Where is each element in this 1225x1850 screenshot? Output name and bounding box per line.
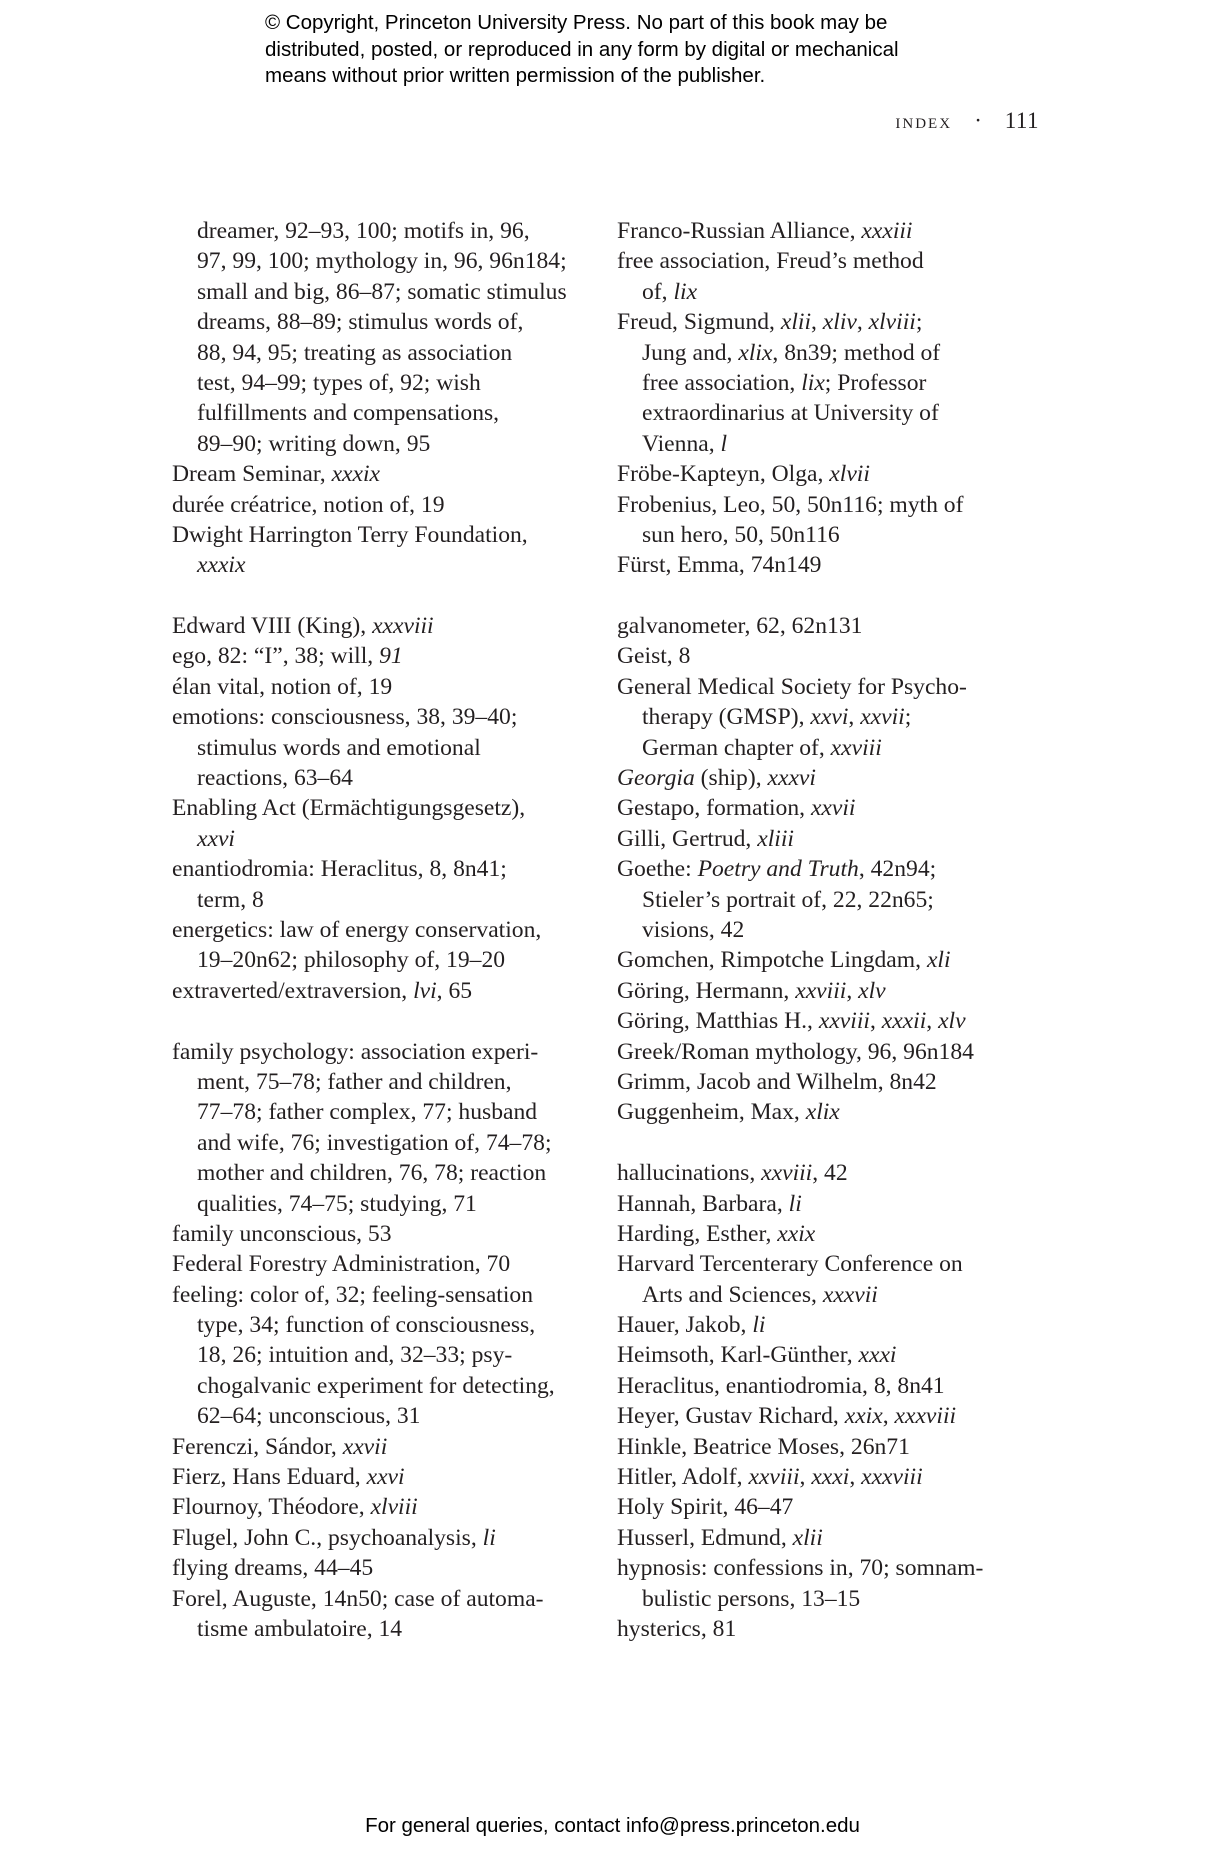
index-entry: Hinkle, Beatrice Moses, 26n71 [617,1433,910,1460]
index-entry-continuation: tisme ambulatoire, 14 [197,1615,403,1642]
index-entry-continuation: Vienna, l [642,430,728,457]
index-entry: Heraclitus, enantiodromia, 8, 8n41 [617,1372,945,1399]
index-entry: hypnosis: confessions in, 70; somnam- [617,1555,984,1582]
index-entry: Göring, Hermann, xxviii, xlv [617,977,886,1004]
index-entry: Hitler, Adolf, xxviii, xxxi, xxxviii [617,1464,923,1491]
index-entry-continuation: sun hero, 50, 50n116 [642,521,840,548]
index-entry: durée créatrice, notion of, 19 [172,491,445,518]
index-entry: enantiodromia: Heraclitus, 8, 8n41; [172,856,507,883]
index-entry: Grimm, Jacob and Wilhelm, 8n42 [617,1068,937,1095]
running-head [895,108,1039,134]
index-entry: Georgia (ship), xxxvi [617,765,816,792]
index-entry-continuation: dreamer, 92–93, 100; motifs in, 96, [197,218,530,244]
index-entry-continuation: German chapter of, xxviii [642,734,882,761]
index-entry: General Medical Society for Psycho- [617,673,967,700]
index-entry: Flugel, John C., psychoanalysis, li [172,1524,496,1551]
index-entry-continuation: extraordinarius at University of [642,400,939,427]
index-entry: Greek/Roman mythology, 96, 96n184 [617,1038,974,1065]
index-entry-continuation: 19–20n62; philosophy of, 19–20 [197,947,506,974]
index-entry: Gestapo, formation, xxvii [617,795,856,822]
index-entry: extraverted/extraversion, lvi, 65 [172,977,473,1004]
index-entry: Gilli, Gertrud, xliii [617,825,794,852]
index-entry-continuation: mother and children, 76, 78; reaction [197,1160,547,1187]
index-entry-continuation: Stieler’s portrait of, 22, 22n65; [642,886,934,913]
index-entry-continuation: small and big, 86–87; somatic stimulus [197,278,567,305]
index-entry: galvanometer, 62, 62n131 [617,613,863,640]
index-entry: flying dreams, 44–45 [172,1555,374,1582]
index-entry: élan vital, notion of, 19 [172,673,393,700]
index-entry: Frobenius, Leo, 50, 50n116; myth of [617,491,964,518]
index-entry: Dream Seminar, xxxix [172,461,381,488]
index-entry: Göring, Matthias H., xxviii, xxxii, xlv [617,1008,966,1035]
index-entry: Goethe: Poetry and Truth, 42n94; [617,856,937,883]
index-entry: Ferenczi, Sándor, xxvii [172,1433,388,1460]
index-entry: Enabling Act (Ermächtigungsgesetz), [172,795,526,822]
index-column-right [617,216,1057,1644]
index-entry-continuation: and wife, 76; investigation of, 74–78; [197,1129,552,1156]
index-entry-continuation: ment, 75–78; father and children, [197,1068,512,1095]
index-entry: energetics: law of energy conservation, [172,916,542,943]
index-entry: Heimsoth, Karl-Günther, xxxi [617,1342,897,1369]
index-entry-continuation: therapy (GMSP), xxvi, xxvii; [642,704,912,731]
index-entry: Guggenheim, Max, xlix [617,1099,840,1126]
copyright-line: distributed, posted, or reproduced in any form by digital or mechanical [265,37,899,61]
index-entry-continuation: dreams, 88–89; stimulus words of, [197,309,524,336]
index-entry-continuation: free association, lix; Professor [642,369,927,396]
index-entry: Husserl, Edmund, xlii [617,1524,823,1551]
index-entry-continuation: xxvi [197,825,235,852]
index-entry: Hannah, Barbara, li [617,1190,802,1217]
copyright-notice [265,10,1025,90]
index-entry-continuation: qualities, 74–75; studying, 71 [197,1190,477,1217]
index-entry-continuation: Arts and Sciences, xxxvii [642,1281,878,1308]
index-entry-continuation: 62–64; unconscious, 31 [197,1403,421,1430]
footer-contact [0,1814,1225,1838]
index-entry: Harding, Esther, xxix [617,1220,816,1247]
index-entry-continuation: 89–90; writing down, 95 [197,430,431,457]
index-entry: Holy Spirit, 46–47 [617,1494,794,1521]
index-entry-continuation: xxxix [197,552,246,579]
index-entry-continuation: reactions, 63–64 [197,765,353,792]
index-entry: hallucinations, xxviii, 42 [617,1160,848,1187]
index-entry-continuation: term, 8 [197,886,264,913]
copyright-line: © Copyright, Princeton University Press. No part of this book may be [265,11,888,34]
page-number: 111 [1004,108,1039,133]
index-entry: feeling: color of, 32; feeling-sensation [172,1281,534,1308]
index-entry: Franco-Russian Alliance, xxxiii [617,218,913,244]
index-entry-continuation: type, 34; function of consciousness, [197,1312,536,1339]
index-entry: Gomchen, Rimpotche Lingdam, xli [617,947,951,974]
index-entry: Hauer, Jakob, li [617,1312,766,1339]
index-entry-continuation: fulfillments and compensations, [197,400,500,427]
index-letter-gap [617,581,1057,611]
index-entry-continuation: of, lix [642,278,698,305]
index-entry: Freud, Sigmund, xlii, xliv, xlviii; [617,309,923,336]
index-entry: family psychology: association experi- [172,1038,539,1065]
index-entry: Federal Forestry Administration, 70 [172,1251,511,1278]
index-entry: Fierz, Hans Eduard, xxvi [172,1464,405,1491]
index-entry-continuation: visions, 42 [642,916,745,943]
index-entry: Edward VIII (King), xxxviii [172,613,434,640]
index-entry: Harvard Tercenterary Conference on [617,1251,963,1278]
index-letter-gap [172,1006,607,1036]
index-column-left [172,216,607,1644]
index-entry: free association, Freud’s method [617,248,924,275]
index-entry: Flournoy, Théodore, xlviii [172,1494,418,1521]
index-entry: ego, 82: “I”, 38; will, 91 [172,643,403,670]
index-entry-continuation: bulistic persons, 13–15 [642,1585,861,1612]
running-head-separator: · [974,108,983,133]
index-entry: Geist, 8 [617,643,691,670]
index-entry: Fürst, Emma, 74n149 [617,552,822,579]
index-entry: Fröbe-Kapteyn, Olga, xlvii [617,461,870,488]
index-entry-continuation: stimulus words and emotional [197,734,481,761]
index-entry: Forel, Auguste, 14n50; case of automa- [172,1585,544,1612]
index-entry-continuation: 77–78; father complex, 77; husband [197,1099,538,1126]
index-letter-gap [172,581,607,611]
index-entry: hysterics, 81 [617,1615,737,1642]
index-entry: family unconscious, 53 [172,1220,392,1247]
copyright-line: means without prior written permission of the publisher. [265,64,766,87]
index-entry: Heyer, Gustav Richard, xxix, xxxviii [617,1403,957,1430]
index-entry-continuation: chogalvanic experiment for detecting, [197,1372,555,1399]
running-head-label: index [895,108,953,133]
index-entry-continuation: 88, 94, 95; treating as association [197,339,513,366]
index-entry-continuation: test, 94–99; types of, 92; wish [197,369,481,396]
index-entry-continuation: Jung and, xlix, 8n39; method of [642,339,941,366]
index-entry: Dwight Harrington Terry Foundation, [172,521,528,548]
index-entry: emotions: consciousness, 38, 39–40; [172,704,518,731]
index-entry-continuation: 97, 99, 100; mythology in, 96, 96n184; [197,248,567,275]
index-entry-continuation: 18, 26; intuition and, 32–33; psy- [197,1342,513,1369]
footer-text: For general queries, contact info@press.princeton.edu [365,1814,860,1837]
index-letter-gap [617,1128,1057,1158]
